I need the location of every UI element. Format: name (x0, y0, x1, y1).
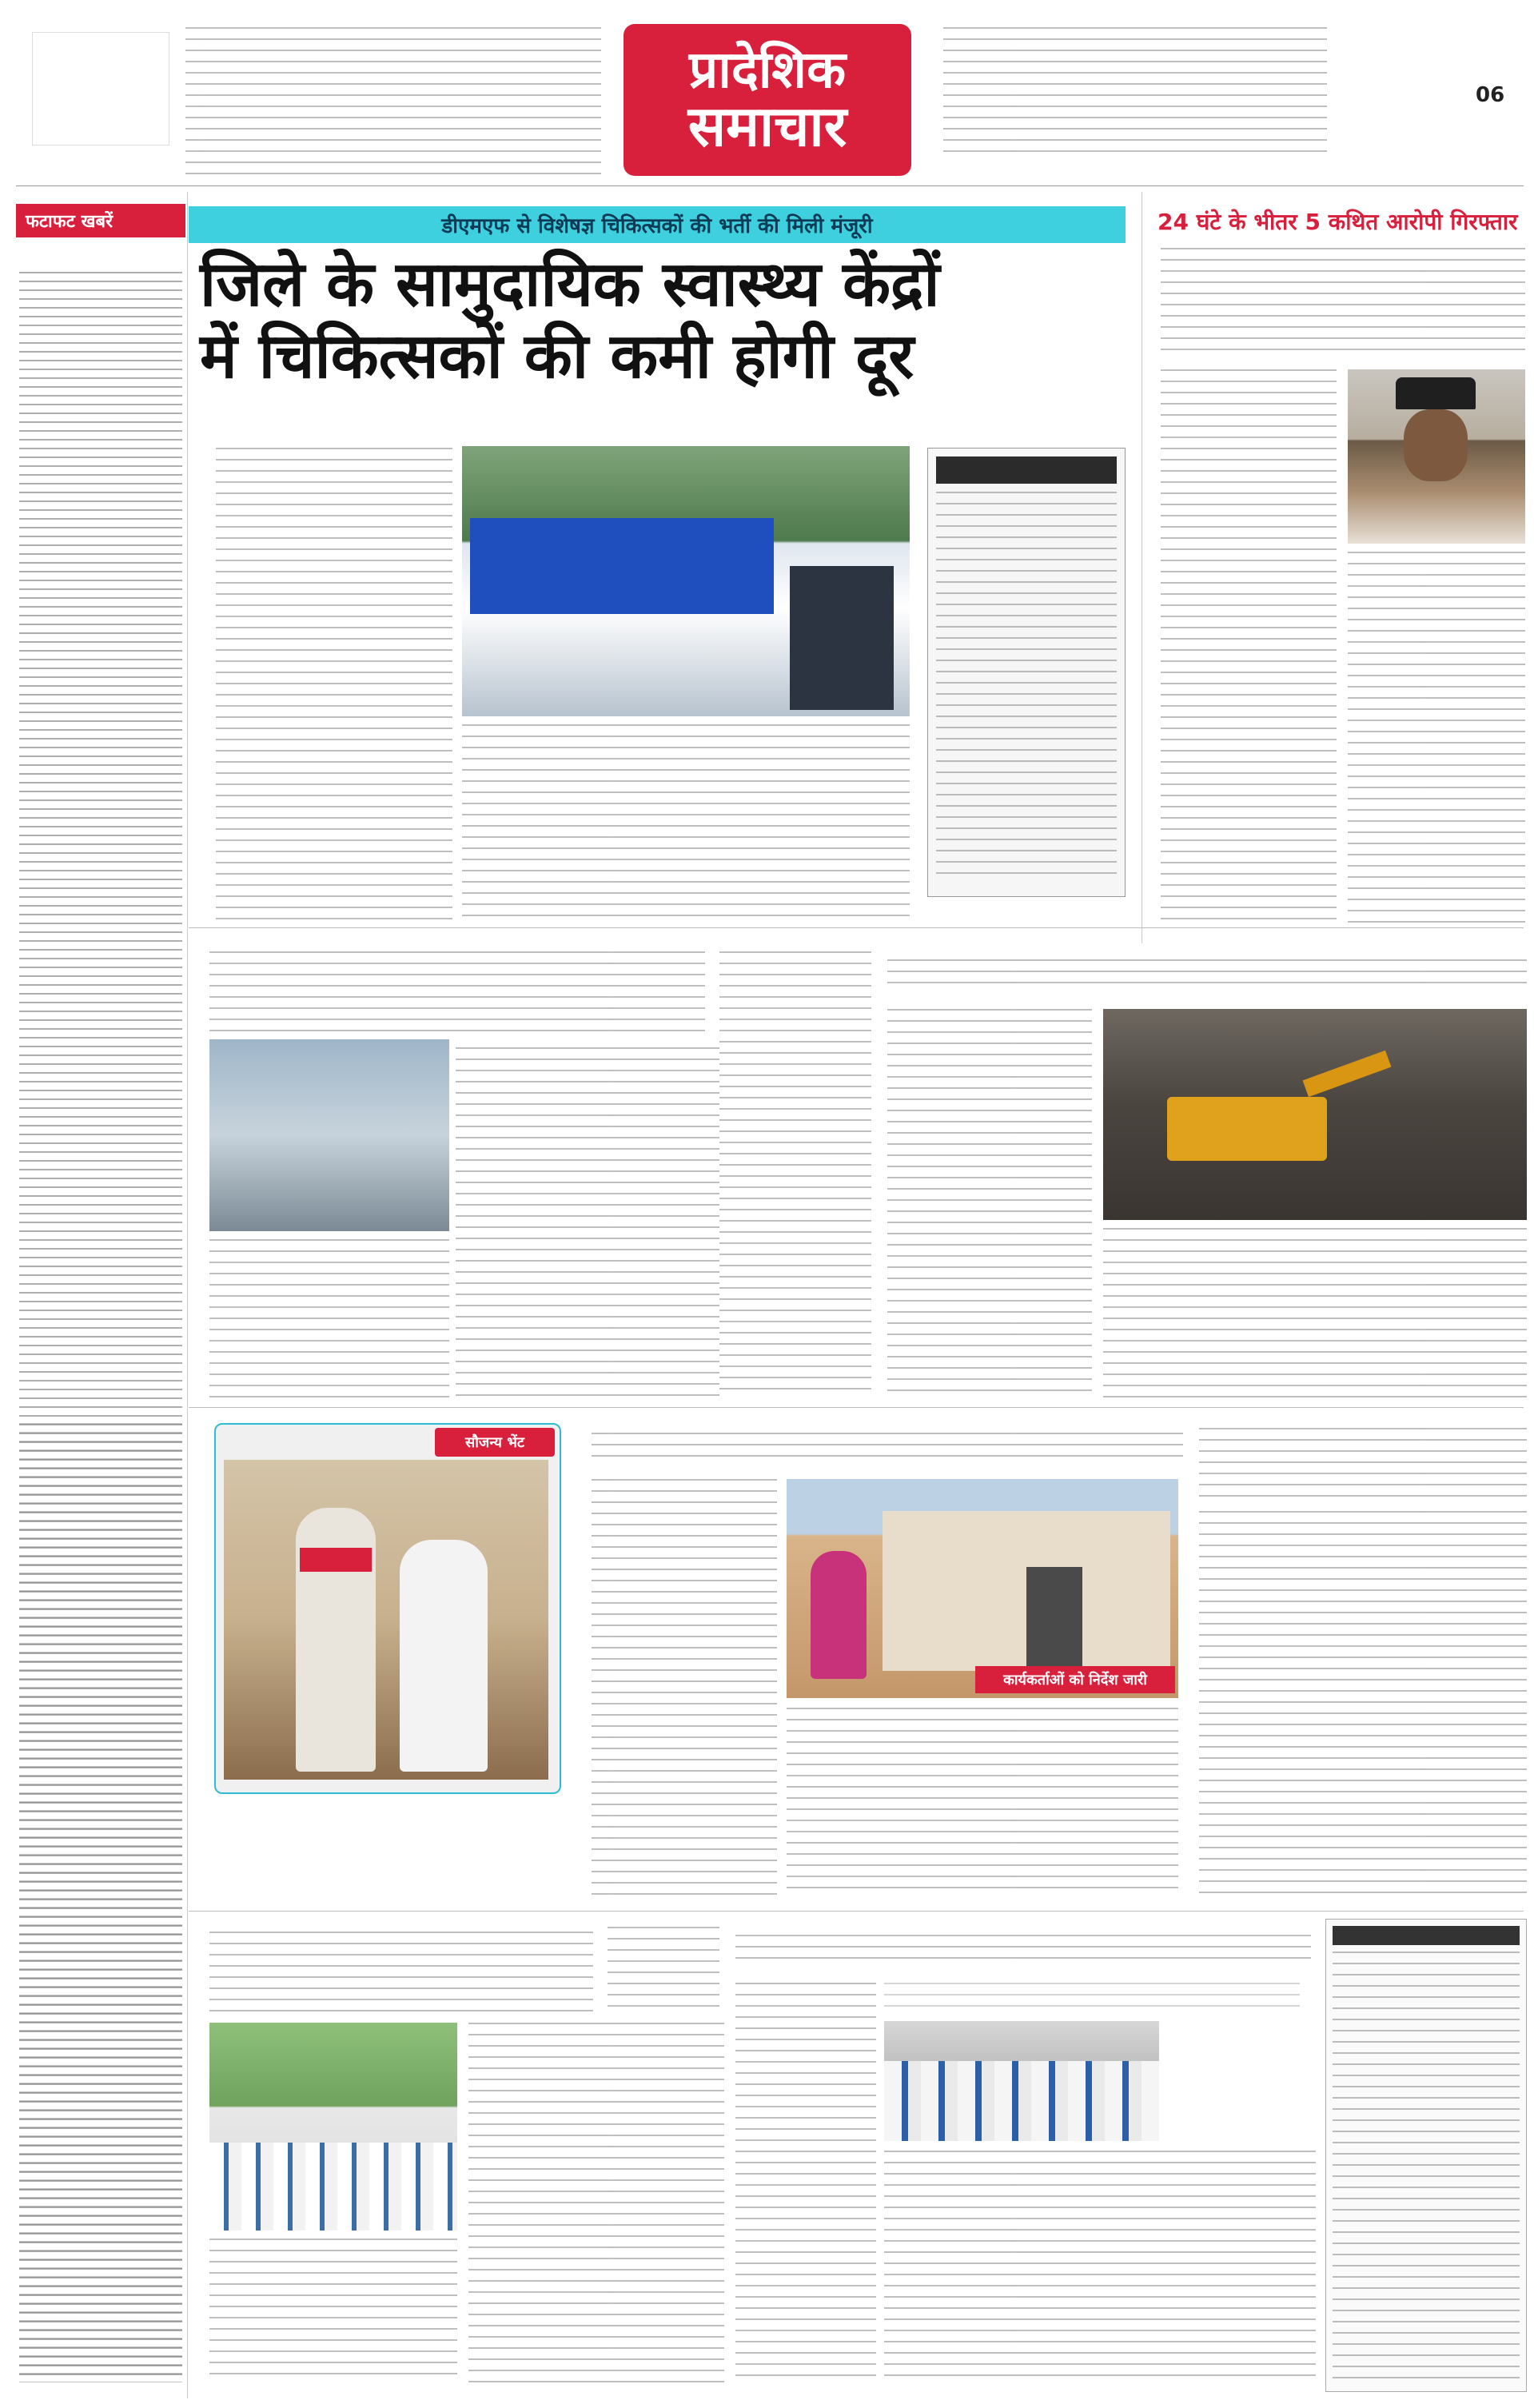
signboard (470, 518, 774, 614)
courtesy-tag: सौजन्य भेंट (435, 1428, 555, 1457)
crowd (209, 2143, 457, 2231)
sidebar-text (936, 492, 1117, 875)
story-body-text (787, 1708, 1178, 1895)
photo-scene (224, 1460, 548, 1780)
officer-photo (1348, 369, 1525, 544)
story-body-text (592, 1479, 777, 1895)
story-headline (200, 249, 1127, 393)
brief-snippet (608, 1927, 719, 2007)
masthead-line-1: प्रादेशिक (688, 40, 847, 100)
story-kicker: डीएमएफ से विशेषज्ञ चिकित्सकों की भर्ती की मिली मंजूरी (189, 206, 1126, 243)
story-headline-blurred (1199, 1428, 1527, 1500)
scarf (300, 1548, 372, 1572)
story-body-text (1103, 1228, 1527, 1399)
story-body-text (1348, 552, 1525, 927)
entrance (790, 566, 894, 710)
masthead-line-2: समाचार (687, 93, 847, 159)
story-body-text (884, 2151, 1316, 2382)
story-headline-blurred (209, 951, 705, 1039)
story-kicker-blurred (884, 1983, 1300, 2007)
story-body-text (735, 1983, 876, 2382)
headline-line-2: में चिकित्सकों की कमी होगी दूर (200, 320, 914, 393)
health-center-photo (462, 446, 910, 716)
courtesy-photo (214, 1423, 561, 1794)
left-column-text-lower (19, 1423, 182, 2382)
brief-column (719, 951, 871, 1399)
section-band: फटाफट खबरें (16, 204, 185, 237)
story-headline-blurred (735, 1935, 1311, 1959)
sidebar-header (936, 456, 1117, 484)
excavator (1167, 1097, 1327, 1161)
info-sidebar (927, 448, 1126, 897)
header-news-brief-left (185, 27, 601, 179)
brand-box (32, 32, 169, 146)
story-body-text (216, 448, 452, 919)
section-rule (189, 1407, 1524, 1408)
students (884, 2061, 1159, 2141)
photo-caption: कार्यकर्ताओं को निर्देश जारी (975, 1666, 1175, 1693)
person-right (400, 1540, 488, 1772)
story-headline-blurred (887, 959, 1527, 991)
headline-line-1: जिले के सामुदायिक स्वास्थ्य केंद्रों (200, 249, 940, 321)
page-number: 06 (1476, 83, 1505, 107)
notice-box-header (1333, 1926, 1520, 1945)
story-body-text (462, 724, 910, 919)
anganwadi-photo (787, 1479, 1178, 1698)
story-photo (209, 1039, 449, 1231)
story-headline-blurred (592, 1433, 1183, 1465)
tribute-photo (209, 2023, 457, 2231)
header-rule (16, 185, 1524, 186)
header-news-brief-right (943, 27, 1327, 155)
story-headline-blurred (1161, 248, 1525, 352)
face (1404, 409, 1468, 481)
coal-mine-photo (1103, 1009, 1527, 1220)
story-kicker: 24 घंटे के भीतर 5 कथित आरोपी गिरफ्तार (1157, 209, 1518, 235)
notice-box (1325, 1919, 1527, 2392)
story-body-text (1161, 369, 1337, 929)
story-body-text (1199, 1511, 1527, 1895)
section-rule (189, 1911, 1524, 1912)
school-photo (884, 2021, 1159, 2141)
building-door (1026, 1567, 1082, 1671)
masthead (624, 24, 911, 176)
story-body-text (887, 1009, 1092, 1399)
worker-figure (811, 1551, 867, 1679)
notice-box-text (1333, 1952, 1520, 2383)
story-headline-blurred (209, 1932, 593, 2011)
story-body-text (456, 1047, 719, 1399)
story-body-text (468, 2023, 724, 2382)
story-body-text (209, 2239, 457, 2382)
story-body-text (209, 1239, 449, 1399)
column-rule (187, 192, 188, 2398)
excavator-arm (1303, 1051, 1392, 1097)
cap (1396, 377, 1476, 409)
